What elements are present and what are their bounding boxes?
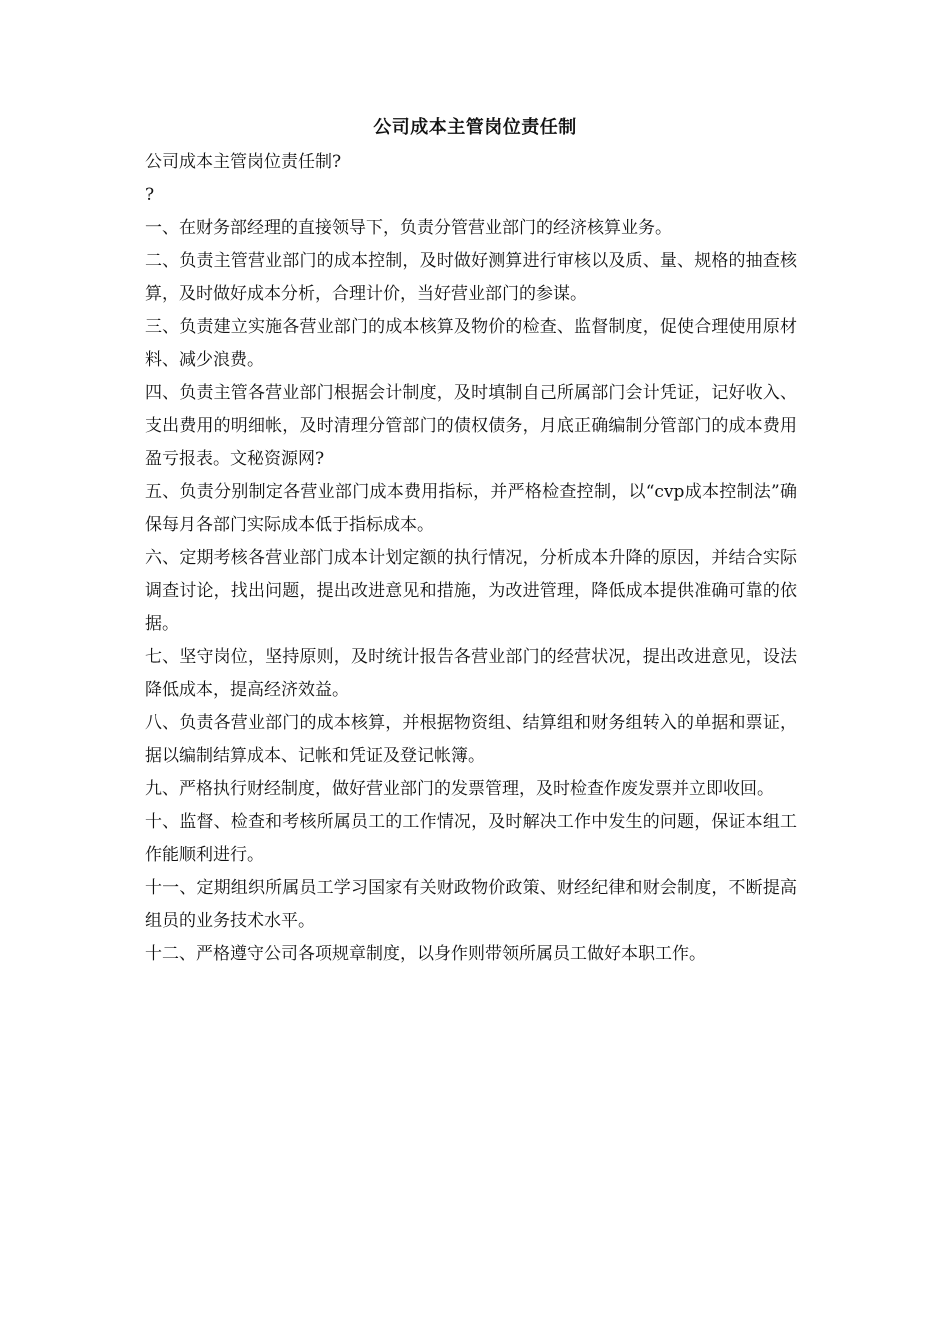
paragraph-item-4: 四、负责主管各营业部门根据会计制度，及时填制自己所属部门会计凭证，记好收入、支出费用的明细帐，及时清理分管部门的债权债务，月底正确编制分管部门的成本费用盈亏报表。文秘资源网? bbox=[145, 383, 797, 469]
paragraph-item-6: 六、定期考核各营业部门成本计划定额的执行情况，分析成本升降的原因，并结合实际调查讨论，找出问题，提出改进意见和措施，为改进管理，降低成本提供准确可靠的依据。 bbox=[145, 548, 797, 634]
document-body bbox=[145, 146, 797, 971]
paragraph-item-11: 十一、定期组织所属员工学习国家有关财政物价政策、财经纪律和财会制度，不断提高组员的业务技术水平。 bbox=[145, 878, 797, 931]
paragraph-item-8: 八、负责各营业部门的成本核算，并根据物资组、结算组和财务组转入的单据和票证，据以编制结算成本、记帐和凭证及登记帐簿。 bbox=[145, 713, 797, 766]
paragraph-item-3: 三、负责建立实施各营业部门的成本核算及物价的检查、监督制度，促使合理使用原材料、减少浪费。 bbox=[145, 317, 797, 370]
paragraph-item-5: 五、负责分别制定各营业部门成本费用指标，并严格检查控制，以“cvp成本控制法”确保每月各部门实际成本低于指标成本。 bbox=[145, 482, 797, 535]
document-title: 公司成本主管岗位责任制 bbox=[373, 117, 577, 138]
paragraph-item-10: 十、监督、检查和考核所属员工的工作情况，及时解决工作中发生的问题，保证本组工作能顺利进行。 bbox=[145, 812, 797, 865]
paragraph-item-1: 一、在财务部经理的直接领导下，负责分管营业部门的经济核算业务。 bbox=[145, 218, 672, 238]
paragraph-item-2: 二、负责主管营业部门的成本控制，及时做好测算进行审核以及质、量、规格的抽查核算，及时做好成本分析，合理计价，当好营业部门的参谋。 bbox=[145, 251, 797, 304]
paragraph-subtitle: 公司成本主管岗位责任制? bbox=[145, 152, 342, 172]
paragraph-placeholder: ? bbox=[145, 185, 155, 205]
paragraph-item-9: 九、严格执行财经制度，做好营业部门的发票管理，及时检查作废发票并立即收回。 bbox=[145, 779, 774, 799]
paragraph-item-7: 七、坚守岗位，坚持原则，及时统计报告各营业部门的经营状况，提出改进意见，设法降低成本，提高经济效益。 bbox=[145, 647, 797, 700]
paragraph-item-12: 十二、严格遵守公司各项规章制度，以身作则带领所属员工做好本职工作。 bbox=[145, 944, 706, 964]
